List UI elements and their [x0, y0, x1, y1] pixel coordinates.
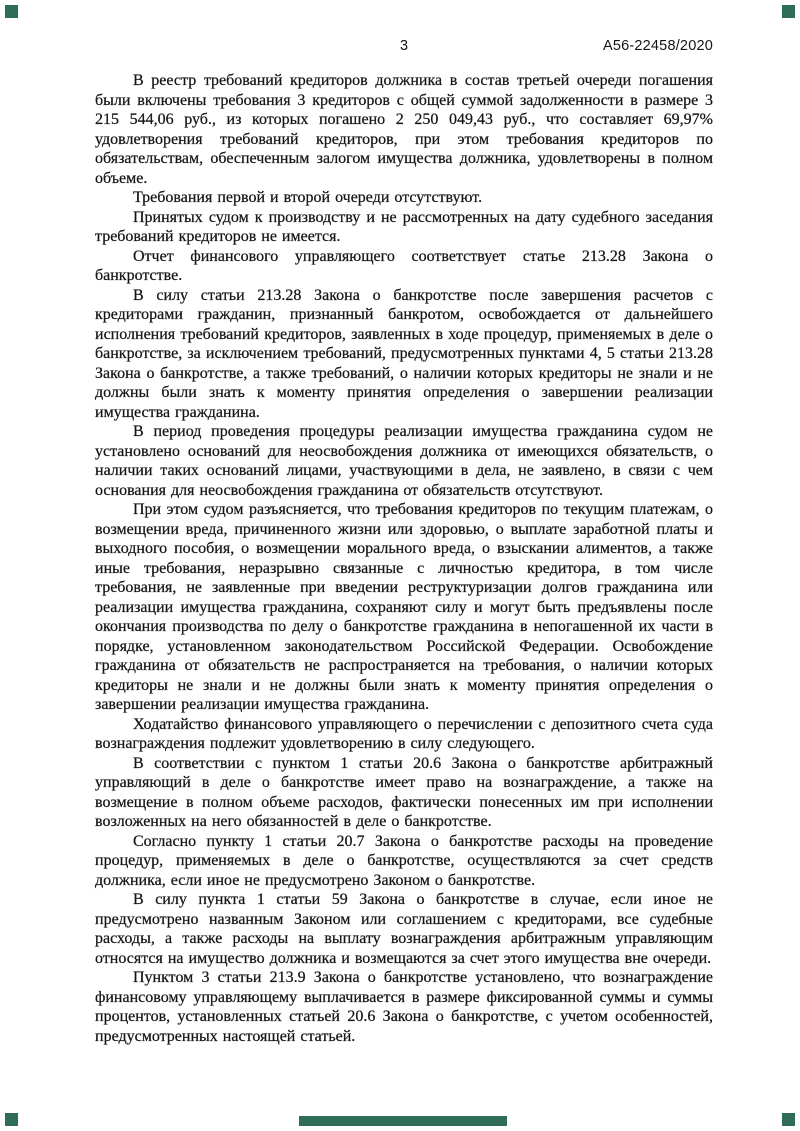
paragraph: В период проведения процедуры реализации имущества гражданина судом не установлено оснований для неосвобождения должника от имеющихся обязательств, о наличии таких оснований лицами, участвующими в дела, не заявлено, в связи с чем основания для неосвобождения гражданина от обязательств отсутствуют.	[95, 423, 713, 499]
case-number: А56-22458/2020	[602, 38, 713, 54]
paragraph: Отчет финансового управляющего соответствует статье 213.28 Закона о банкротстве.	[95, 247, 713, 284]
paragraph: Требования первой и второй очереди отсутствуют.	[133, 189, 483, 206]
registration-mark-top-right	[782, 5, 795, 18]
page-number: 3	[399, 38, 409, 54]
paragraph: В силу статьи 213.28 Закона о банкротстве после завершения расчетов с кредиторами гражданин, признанный банкротом, освобождается от дальнейшего исполнения требований кредиторов, заявленных в ходе процедур, применяемых в деле о банкротстве, за исключением требований, предусмотренных пунктами 4, 5 статьи 213.28 Закона о банкротстве, а также требований, о наличии которых кредиторы не знали и не должны были знать к моменту принятия определения о завершении реализации имущества гражданина.	[95, 286, 713, 421]
paragraph: Согласно пункту 1 статьи 20.7 Закона о банкротстве расходы на проведение процедур, применяемых в деле о банкротстве, осуществляются за счет средств должника, если иное не предусмотрено Законом о банкротстве.	[95, 832, 713, 889]
document-body	[95, 71, 713, 1046]
paragraph: Пунктом 3 статьи 213.9 Закона о банкротстве установлено, что вознаграждение финансовому управляющему выплачивается в размере фиксированной суммы и суммы процентов, установленных статьей 20.6 Закона о банкротстве, с учетом особенностей, предусмотренных настоящей статьей.	[95, 969, 713, 1045]
paragraph: Принятых судом к производству и не рассмотренных на дату судебного заседания требований кредиторов не имеется.	[95, 208, 713, 245]
registration-mark-top-left	[5, 5, 18, 18]
paragraph: Ходатайство финансового управляющего о перечислении с депозитного счета суда вознаграждения подлежит удовлетворению в силу следующего.	[95, 715, 713, 752]
registration-mark-bottom-right	[782, 1113, 795, 1126]
paragraph: В реестр требований кредиторов должника в состав третьей очереди погашения были включены требования 3 кредиторов с общей суммой задолженности в размере 3 215 544,06 руб., из которых погашено 2 250 049,43 руб., что составляет 69,97% удовлетворения требований кредиторов, при этом требования кредиторов по обязательствам, обеспеченным залогом имущества должника, удовлетворены в полном объеме.	[95, 72, 713, 187]
registration-mark-bottom-bar	[299, 1116, 507, 1126]
paragraph: В соответствии с пунктом 1 статьи 20.6 Закона о банкротстве арбитражный управляющий в деле о банкротстве имеет право на вознаграждение, а также на возмещение в полном объеме расходов, фактически понесенных им при исполнении возложенных на него обязанностей в деле о банкротстве.	[95, 754, 713, 830]
registration-mark-bottom-left	[5, 1113, 18, 1126]
page-header	[95, 38, 713, 56]
paragraph: В силу пункта 1 статьи 59 Закона о банкротстве в случае, если иное не предусмотрено названным Законом или соглашением с кредиторами, все судебные расходы, а также расходы на выплату вознаграждения арбитражным управляющим относятся на имущество должника и возмещаются за счет этого имущества вне очереди.	[95, 891, 713, 967]
paragraph: При этом судом разъясняется, что требования кредиторов по текущим платежам, о возмещении вреда, причиненного жизни или здоровью, о выплате заработной платы и выходного пособия, о возмещении морального вреда, о взыскании алиментов, а также иные требования, неразрывно связанные с личностью кредитора, в том числе требования, не заявленные при введении реструктуризации долгов гражданина или реализации имущества гражданина, сохраняют силу и могут быть предъявлены после окончания производства по делу о банкротстве гражданина в непогашенной их части в порядке, установленном законодательством Российской Федерации. Освобождение гражданина от обязательств не распространяется на требования, о наличии которых кредиторы не знали и не должны были знать к моменту принятия определения о завершении реализации имущества гражданина.	[95, 501, 713, 713]
